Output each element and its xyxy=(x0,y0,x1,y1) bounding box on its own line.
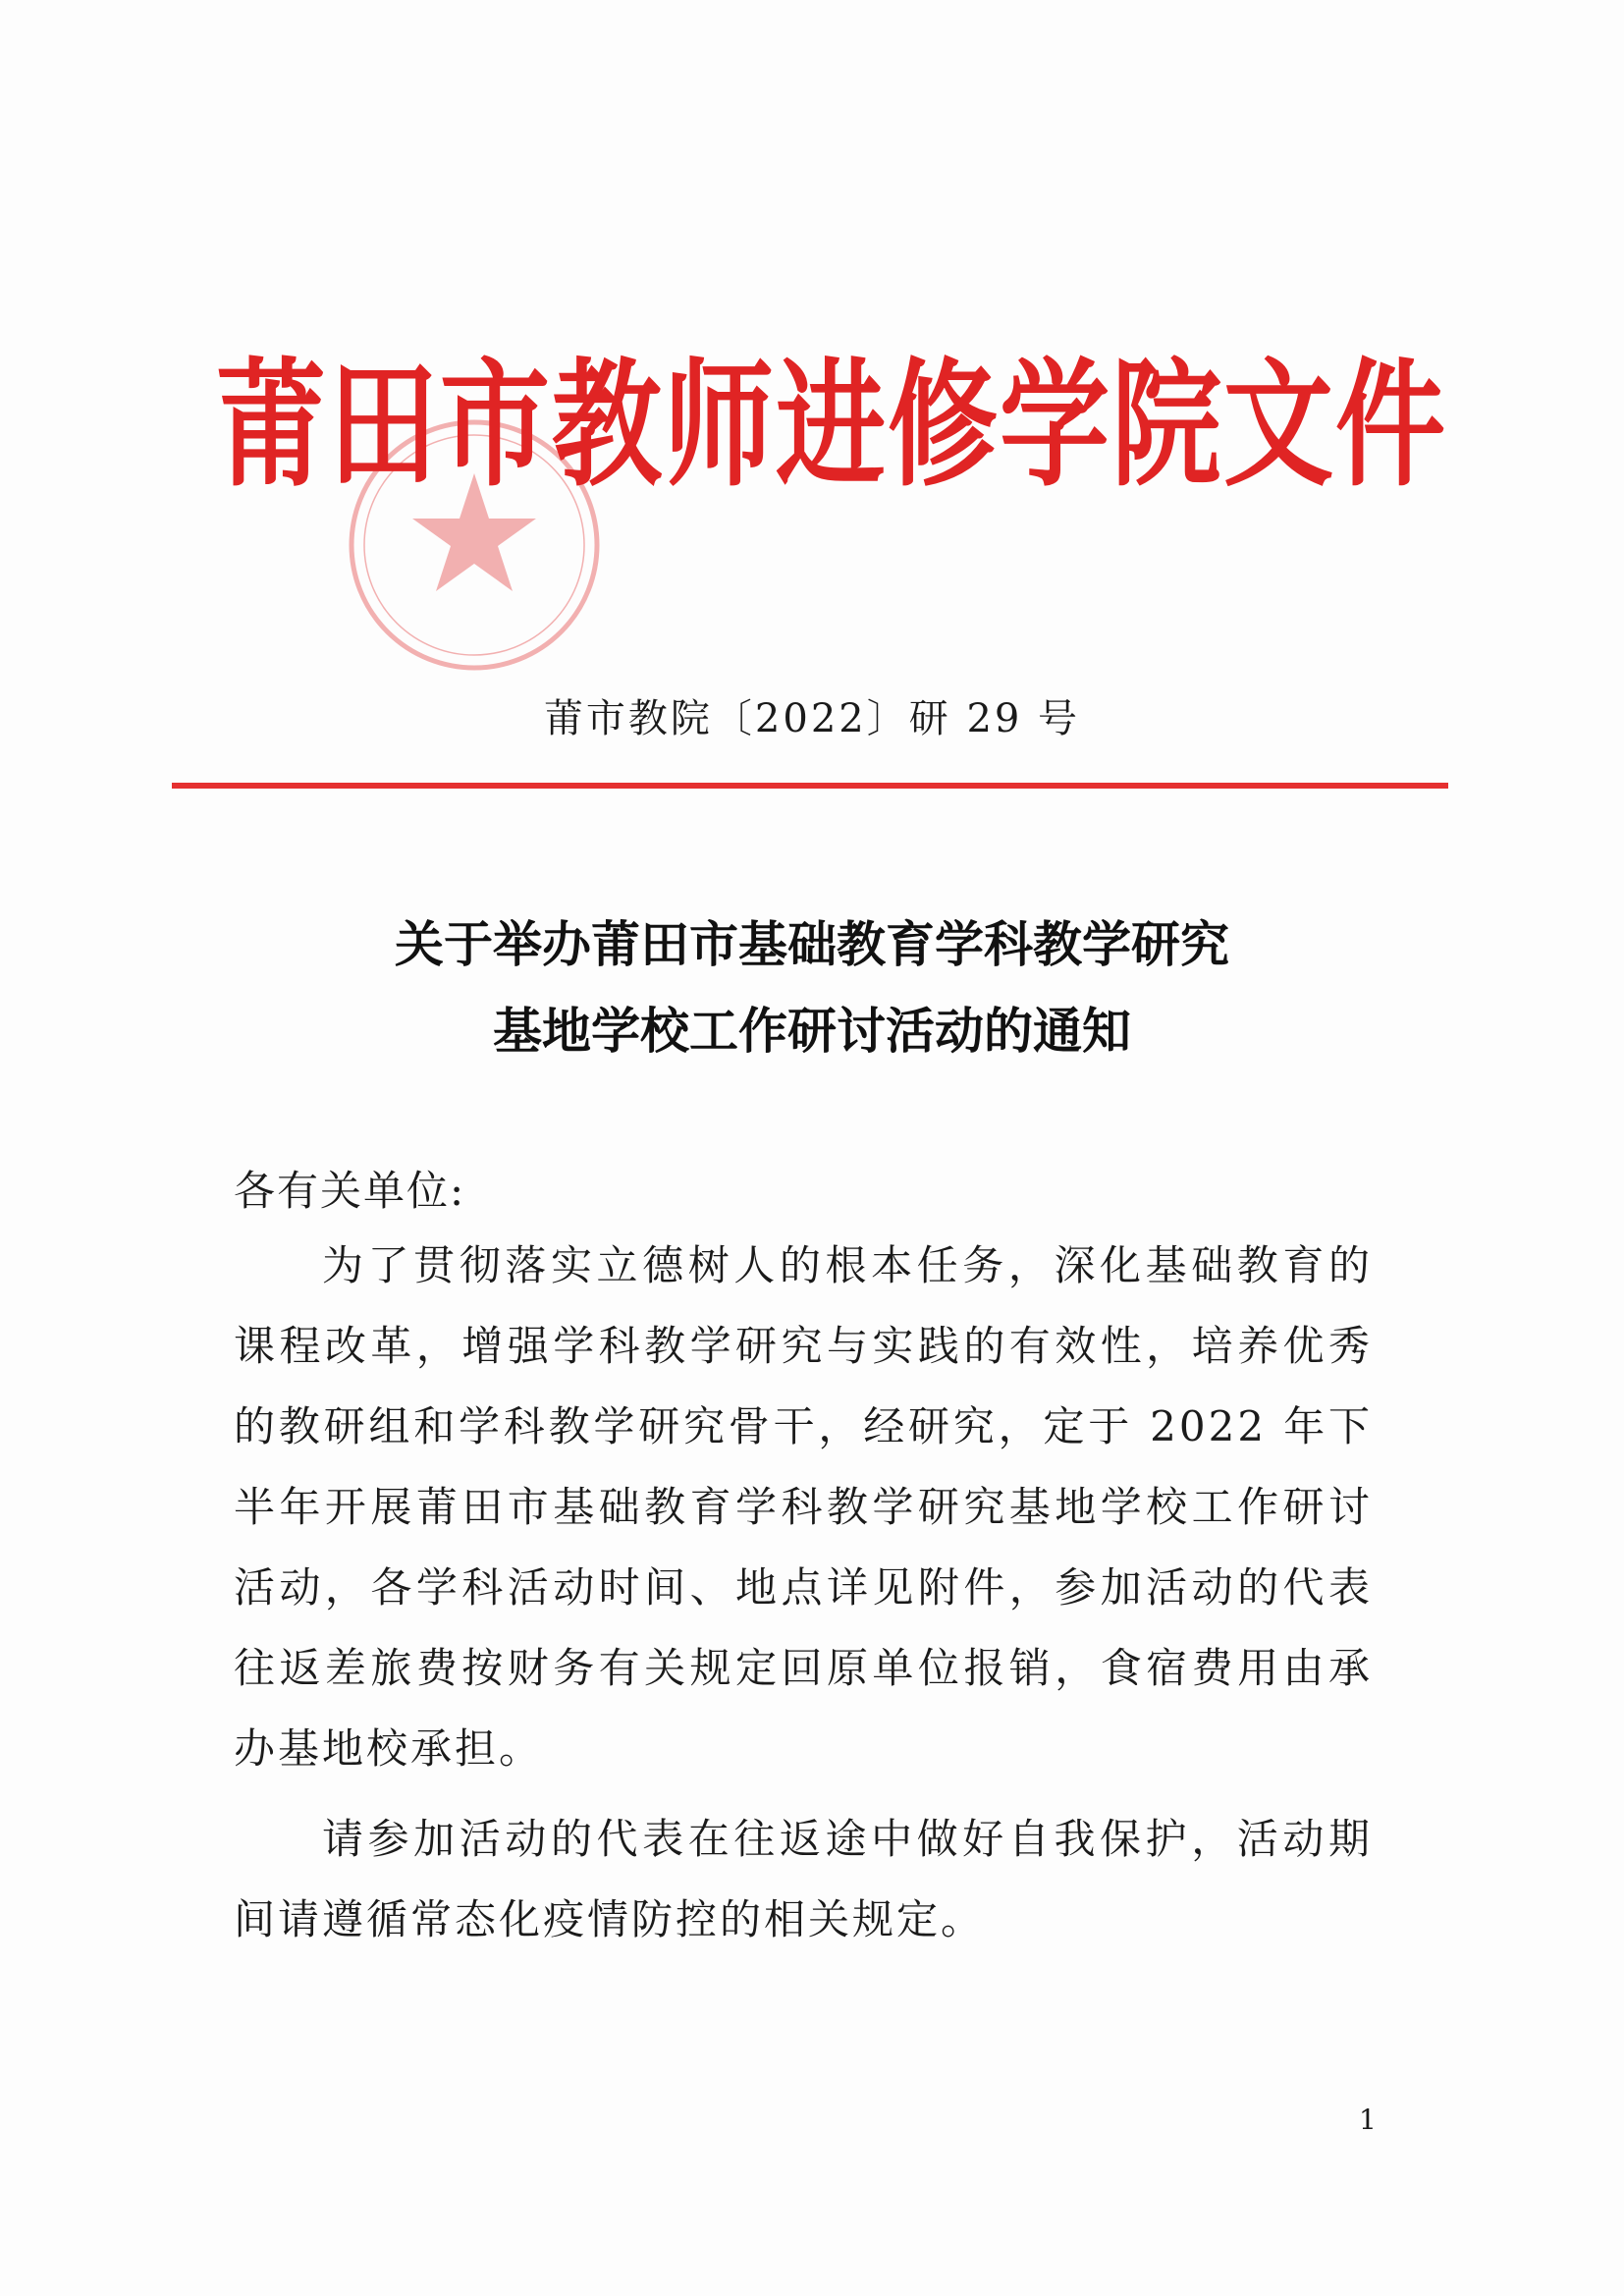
body-paragraph: 为了贯彻落实立德树人的根本任务，深化基础教育的课程改革，增强学科教学研究与实践的有效性，培养优秀的教研组和学科教学研究骨干，经研究，定于 2022 年下半年开展莆田市基础教育学科教学研究基地学校工作研讨活动，各学科活动时间、地点详见附件，参加活动的代表往返差旅费按财务有关规定回原单位报销，食宿费用由承办基地校承担。 xyxy=(234,1241,1373,1773)
red-divider-line xyxy=(172,783,1448,789)
notice-title-line-1: 关于举办莆田市基础教育学科教学研究 xyxy=(395,915,1229,973)
body-paragraph: 请参加活动的代表在往返途中做好自我保护，活动期间请遵循常态化疫情防控的相关规定。 xyxy=(234,1815,1373,1943)
masthead-title: 莆田市教师进修学院文件 xyxy=(216,346,1447,506)
document-number: 莆市教院〔2022〕研 29 号 xyxy=(543,696,1081,741)
salutation: 各有关单位: xyxy=(234,1167,466,1215)
official-seal-stamp xyxy=(312,412,636,678)
page-number: 1 xyxy=(1359,2104,1377,2136)
notice-title-line-2: 基地学校工作研讨活动的通知 xyxy=(493,1002,1131,1060)
notice-title xyxy=(0,902,1624,1074)
